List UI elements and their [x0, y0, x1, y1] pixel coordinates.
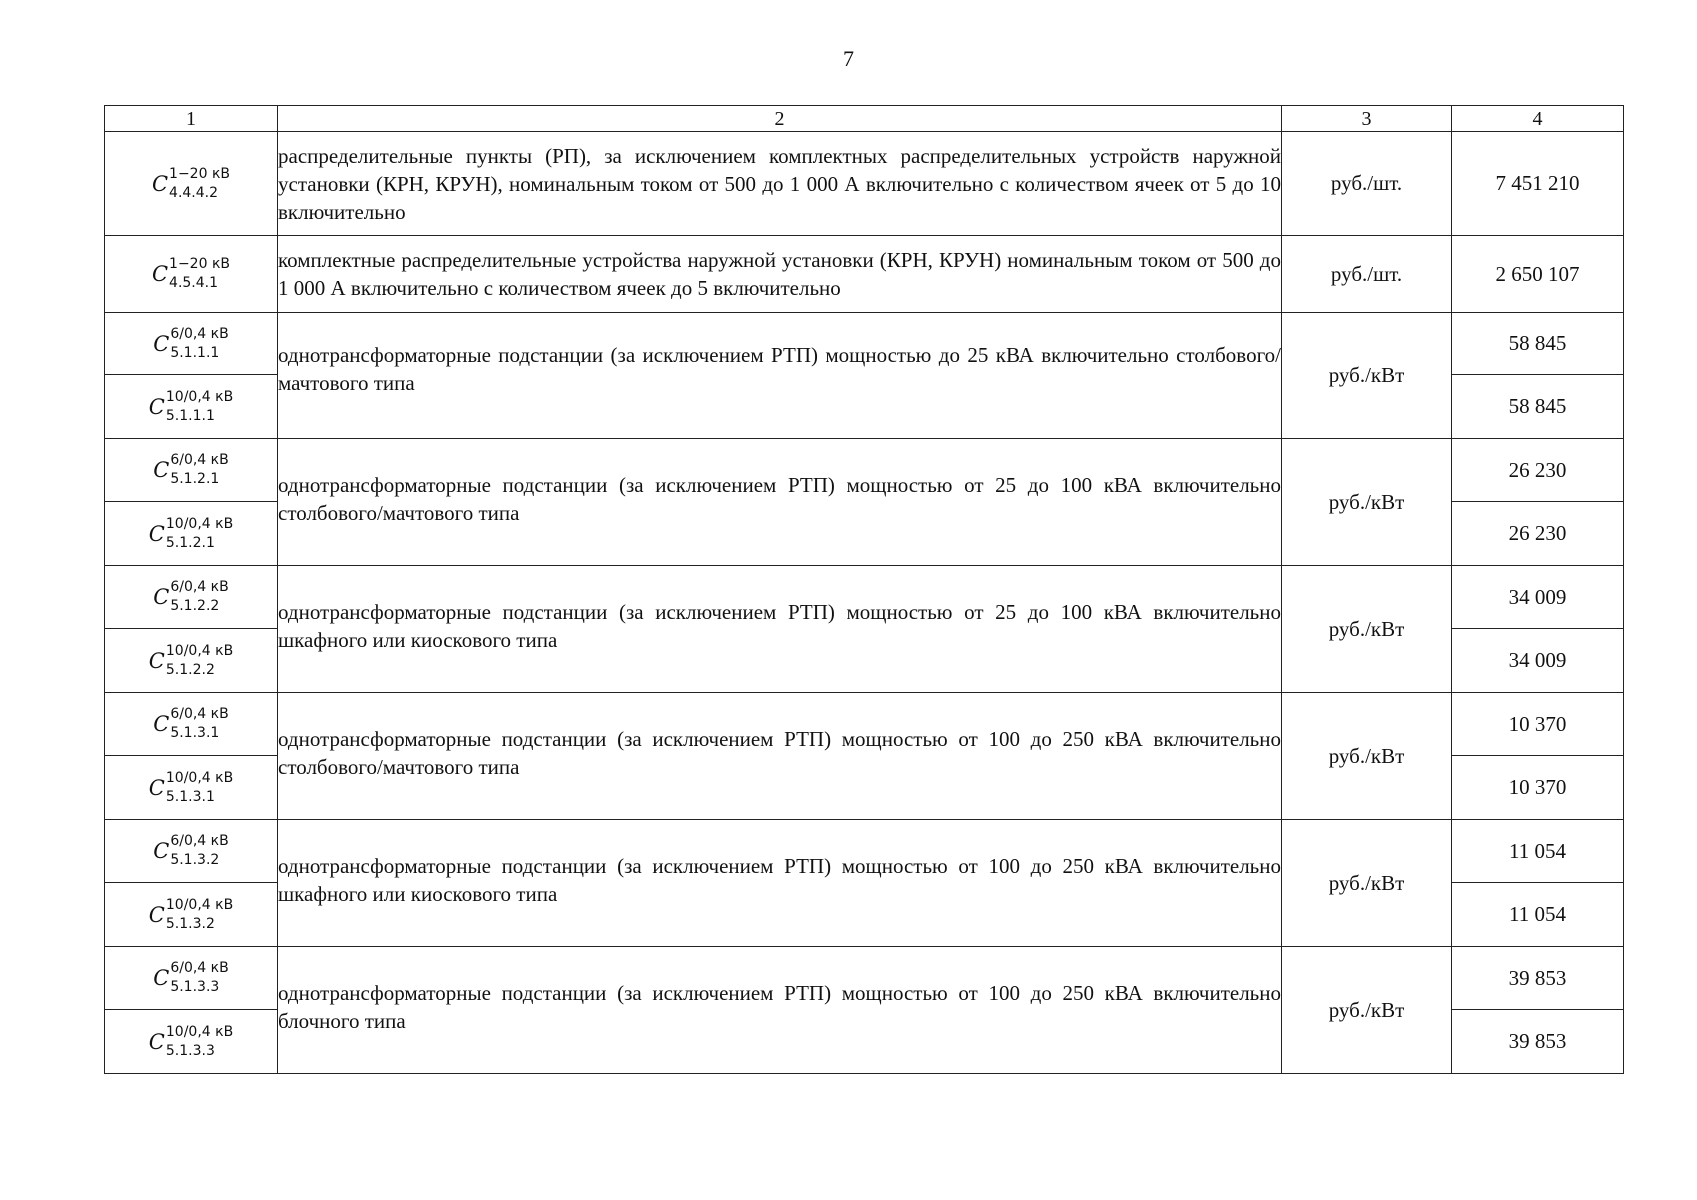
- rate-symbol-voltage: 6/0,4 кВ: [170, 706, 229, 722]
- rate-symbol-index: 5.1.1.1: [170, 344, 220, 361]
- rate-value: 11 054: [1452, 820, 1624, 883]
- rate-symbol-base: C: [148, 902, 165, 927]
- rate-code: [105, 566, 278, 629]
- rate-unit: руб./кВт: [1282, 313, 1452, 439]
- rate-code: [105, 693, 278, 756]
- rate-value: 39 853: [1452, 1010, 1624, 1074]
- rate-symbol-voltage: 10/0,4 кВ: [165, 769, 234, 786]
- rate-symbol: [153, 706, 229, 741]
- rate-unit: руб./кВт: [1282, 820, 1452, 947]
- rate-code: [105, 502, 278, 566]
- rate-description: комплектные распределительные устройства наружной установки (КРН, КРУН) номинальным током от 500 до 1 000 А включительно с количеством ячеек до 5 включительно: [278, 236, 1282, 313]
- rate-symbol-voltage: 6/0,4 кВ: [170, 960, 229, 976]
- column-header-2: 2: [278, 106, 1282, 132]
- rate-symbol-voltage: 10/0,4 кВ: [165, 515, 234, 532]
- table-row: [105, 236, 1624, 313]
- rate-value: 34 009: [1452, 566, 1624, 629]
- rate-symbol-index: 5.1.3.2: [170, 852, 220, 868]
- rate-symbol-voltage: 1−20 кВ: [169, 256, 231, 272]
- rate-symbol: [148, 642, 234, 678]
- rate-unit: руб./шт.: [1282, 132, 1452, 236]
- rate-unit: руб./кВт: [1282, 566, 1452, 693]
- rate-symbol-base: C: [153, 331, 170, 356]
- rate-symbol-index: 5.1.3.1: [170, 725, 220, 741]
- rate-code: [105, 132, 278, 236]
- rate-symbol-base: C: [148, 521, 165, 546]
- header-row: [105, 106, 1624, 132]
- rate-symbol-voltage: 1−20 кВ: [169, 165, 231, 182]
- table-row: [105, 947, 1624, 1010]
- rate-symbol-voltage: 10/0,4 кВ: [165, 388, 234, 405]
- rate-symbol-base: C: [148, 775, 165, 800]
- rate-value: 10 370: [1452, 693, 1624, 756]
- rate-symbol: [153, 452, 229, 487]
- rate-value: 26 230: [1452, 439, 1624, 502]
- rate-symbol: [153, 579, 229, 614]
- rate-symbol: [151, 256, 231, 291]
- rate-symbol-base: C: [148, 648, 165, 673]
- rate-symbol-voltage: 6/0,4 кВ: [170, 325, 229, 342]
- rate-code: [105, 947, 278, 1010]
- page-number: 7: [843, 46, 854, 71]
- rate-description: однотрансформаторные подстанции (за исключением РТП) мощностью от 25 до 100 кВА включительно шкафного или киоскового типа: [278, 566, 1282, 693]
- rate-value: 39 853: [1452, 947, 1624, 1010]
- rate-symbol-voltage: 10/0,4 кВ: [165, 896, 234, 913]
- rate-unit: руб./шт.: [1282, 236, 1452, 313]
- rate-symbol-index: 5.1.2.2: [170, 598, 220, 614]
- column-header-1: 1: [105, 106, 278, 132]
- rate-symbol-index: 5.1.2.2: [165, 661, 215, 678]
- rate-symbol-index: 5.1.3.2: [165, 915, 215, 932]
- rate-symbol-index: 5.1.1.1: [165, 407, 215, 424]
- rate-code: [105, 1010, 278, 1074]
- rate-code: [105, 236, 278, 313]
- rate-symbol-index: 4.5.4.1: [169, 275, 219, 291]
- rate-symbol: [151, 165, 231, 201]
- rate-unit: руб./кВт: [1282, 693, 1452, 820]
- table-row: [105, 693, 1624, 756]
- rate-symbol: [153, 833, 229, 868]
- rate-symbol-base: C: [148, 394, 165, 419]
- rate-symbol-index: 5.1.3.1: [165, 788, 215, 805]
- rate-symbol-voltage: 6/0,4 кВ: [170, 833, 229, 849]
- rate-value: 11 054: [1452, 883, 1624, 947]
- rate-symbol-base: C: [151, 171, 169, 196]
- table-row: [105, 313, 1624, 375]
- rate-symbol-index: 5.1.2.1: [170, 471, 220, 487]
- rate-value: 2 650 107: [1452, 236, 1624, 313]
- rate-value: 7 451 210: [1452, 132, 1624, 236]
- rate-description: однотрансформаторные подстанции (за исключением РТП) мощностью от 100 до 250 кВА включительно столбового/мачтового типа: [278, 693, 1282, 820]
- table-row: [105, 132, 1624, 236]
- table-row: [105, 820, 1624, 883]
- rate-symbol: [148, 515, 234, 551]
- column-header-4: 4: [1452, 106, 1624, 132]
- column-header-3: 3: [1282, 106, 1452, 132]
- rate-symbol: [148, 1023, 234, 1059]
- rate-symbol-index: 4.4.4.2: [169, 184, 219, 201]
- rate-value: 34 009: [1452, 629, 1624, 693]
- rate-symbol-base: C: [153, 712, 170, 736]
- rate-symbol-voltage: 10/0,4 кВ: [165, 642, 234, 659]
- rate-code: [105, 820, 278, 883]
- rate-value: 58 845: [1452, 313, 1624, 375]
- rate-code: [105, 883, 278, 947]
- table-row: [105, 566, 1624, 629]
- rate-symbol: [148, 388, 234, 424]
- rate-code: [105, 756, 278, 820]
- rate-symbol-base: C: [153, 458, 170, 482]
- rate-symbol-base: C: [153, 966, 170, 990]
- rate-description: однотрансформаторные подстанции (за исключением РТП) мощностью до 25 кВА включительно столбового/мачтового типа: [278, 313, 1282, 439]
- rate-unit: руб./кВт: [1282, 947, 1452, 1074]
- rate-symbol-voltage: 6/0,4 кВ: [170, 579, 229, 595]
- rate-description: однотрансформаторные подстанции (за исключением РТП) мощностью от 100 до 250 кВА включительно блочного типа: [278, 947, 1282, 1074]
- rate-value: 10 370: [1452, 756, 1624, 820]
- tariff-table: [104, 105, 1624, 1074]
- rate-symbol-index: 5.1.2.1: [165, 534, 215, 551]
- rate-code: [105, 375, 278, 439]
- rate-symbol-base: C: [151, 262, 169, 286]
- rate-symbol: [153, 325, 229, 361]
- rate-symbol-voltage: 10/0,4 кВ: [165, 1023, 234, 1040]
- rate-description: однотрансформаторные подстанции (за исключением РТП) мощностью от 100 до 250 кВА включительно шкафного или киоскового типа: [278, 820, 1282, 947]
- rate-symbol-base: C: [153, 839, 170, 863]
- rate-code: [105, 439, 278, 502]
- rate-symbol-index: 5.1.3.3: [170, 979, 220, 995]
- rate-code: [105, 313, 278, 375]
- rate-code: [105, 629, 278, 693]
- rate-symbol: [148, 896, 234, 932]
- rate-symbol-base: C: [153, 585, 170, 609]
- rate-symbol: [148, 769, 234, 805]
- rate-description: распределительные пункты (РП), за исключением комплектных распределительных устройств наружной установки (КРН, КРУН), номинальным током от 500 до 1 000 А включительно с количеством ячеек от 5 до 10 включительно: [278, 132, 1282, 236]
- rate-symbol: [153, 960, 229, 995]
- rate-symbol-voltage: 6/0,4 кВ: [170, 452, 229, 468]
- rate-description: однотрансформаторные подстанции (за исключением РТП) мощностью от 25 до 100 кВА включительно столбового/мачтового типа: [278, 439, 1282, 566]
- rate-value: 26 230: [1452, 502, 1624, 566]
- rate-value: 58 845: [1452, 375, 1624, 439]
- rate-symbol-index: 5.1.3.3: [165, 1042, 215, 1059]
- rate-unit: руб./кВт: [1282, 439, 1452, 566]
- rate-symbol-base: C: [148, 1029, 165, 1054]
- table-row: [105, 439, 1624, 502]
